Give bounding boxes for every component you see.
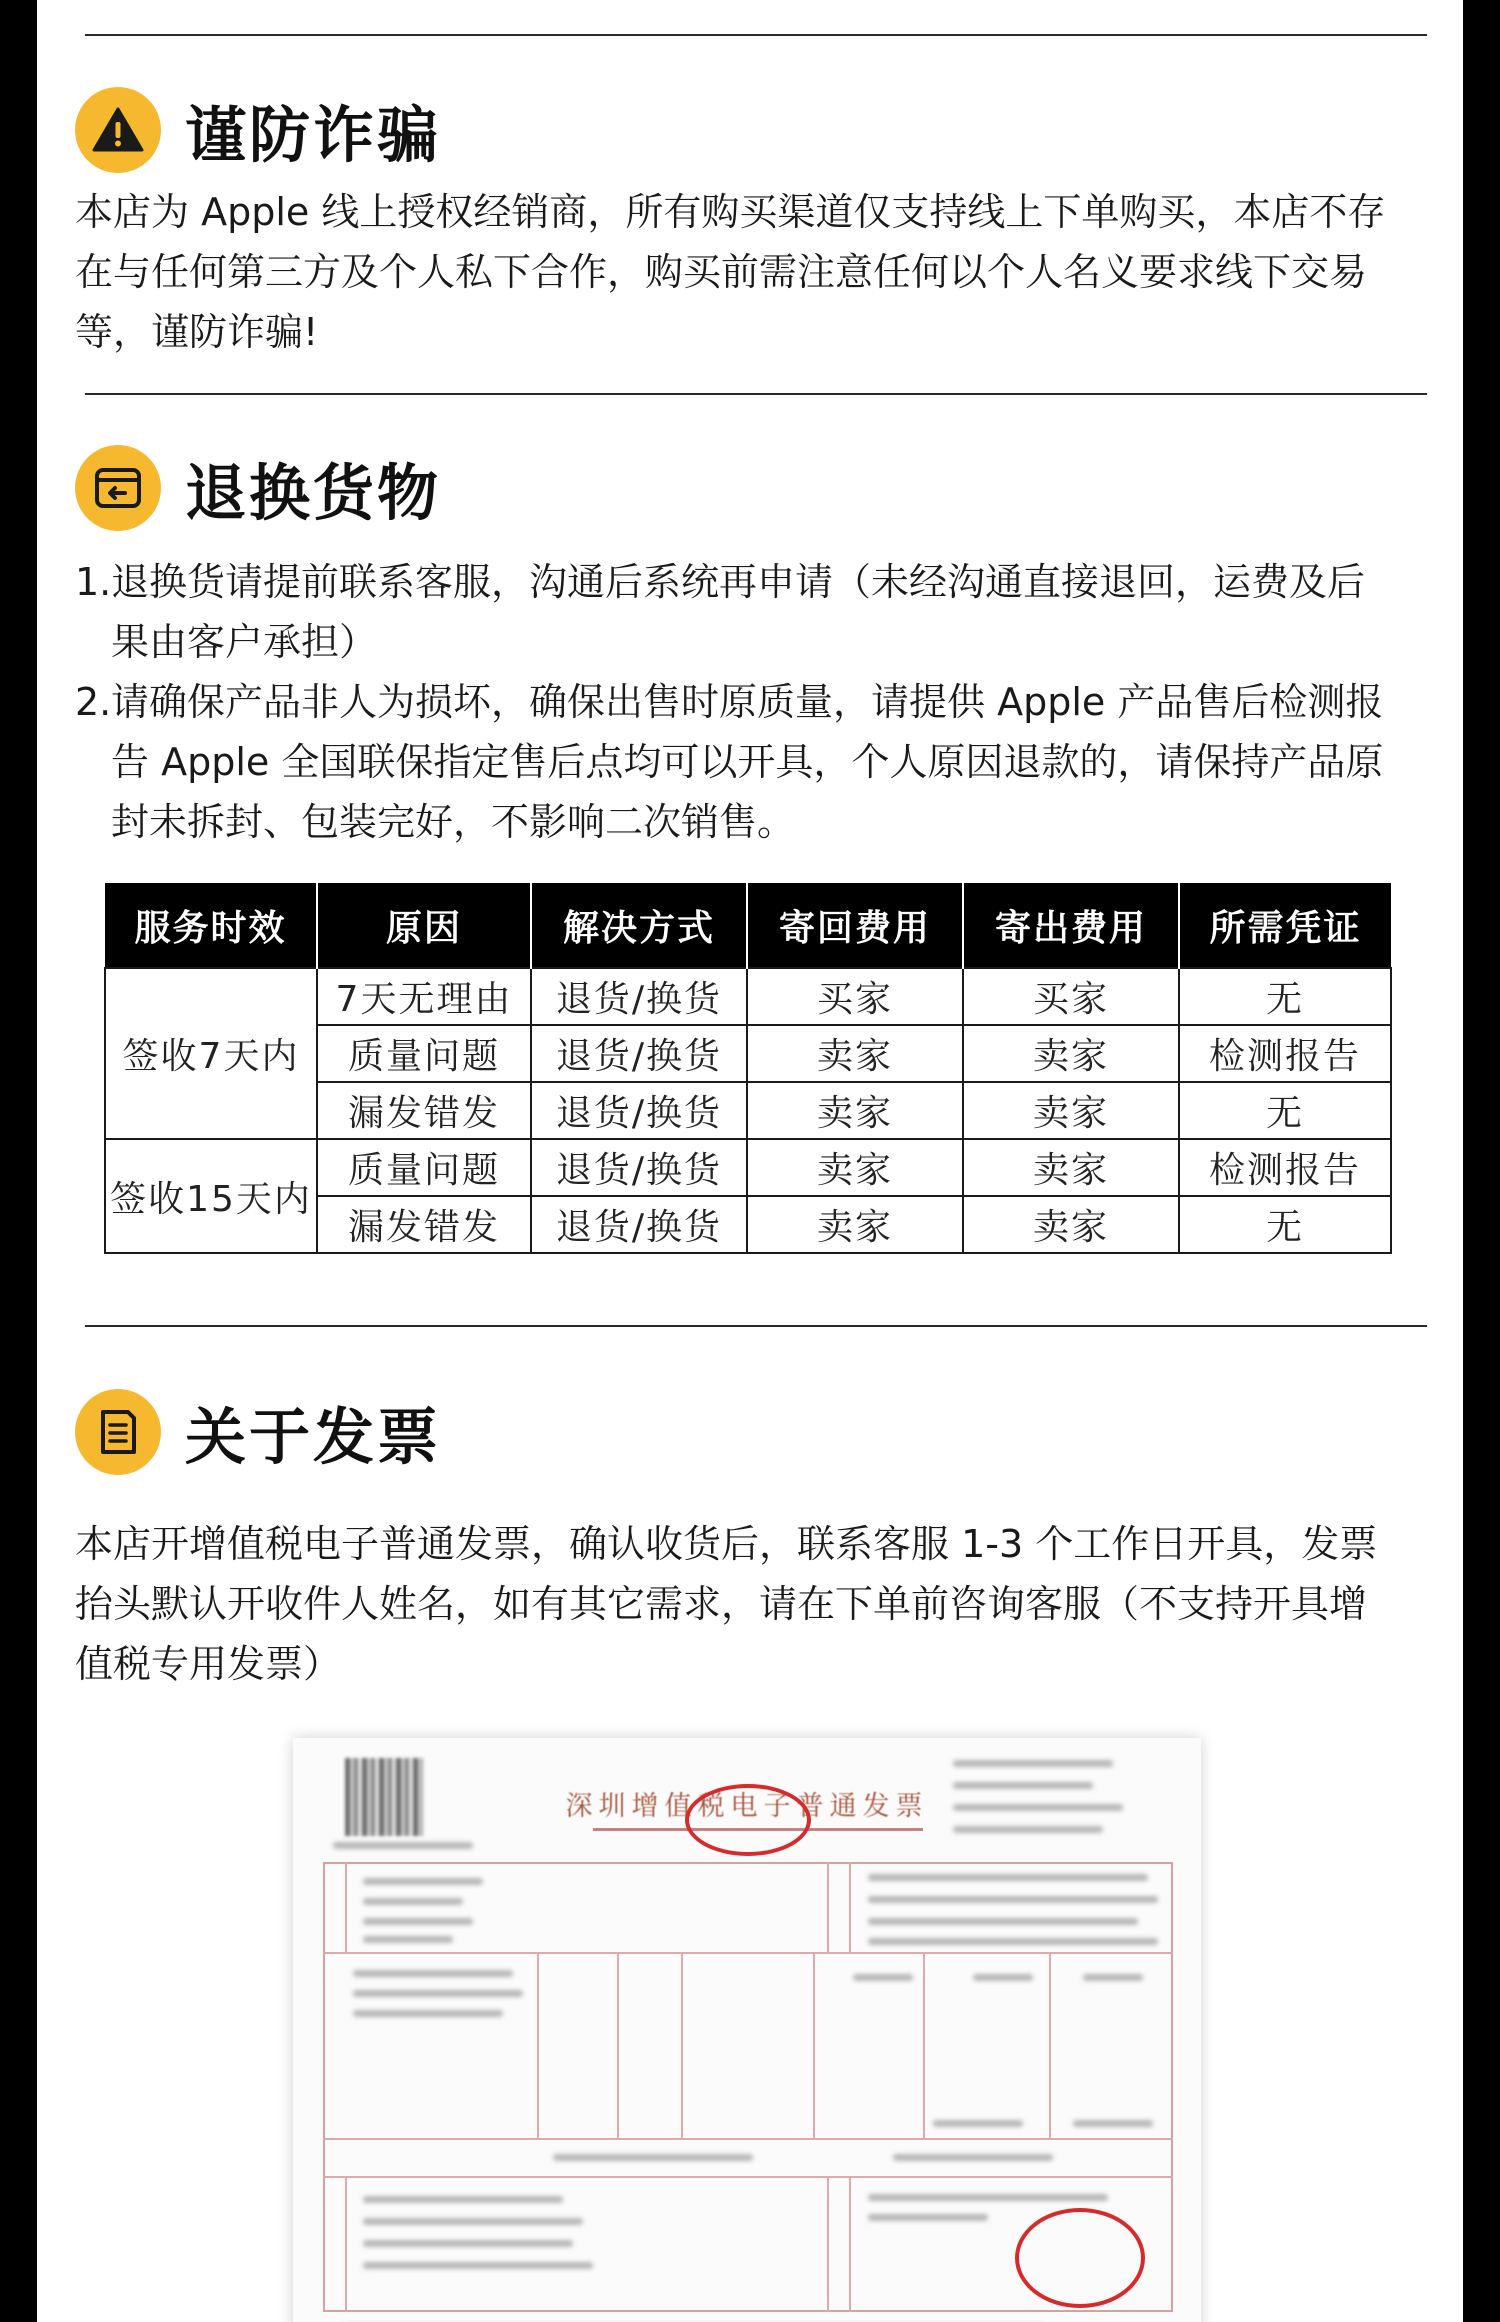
column-header: 服务时效 xyxy=(105,883,317,968)
item-number: 1. xyxy=(75,560,112,604)
table-cell: 卖家 xyxy=(963,1196,1179,1253)
table-cell: 检测报告 xyxy=(1179,1139,1391,1196)
document-icon xyxy=(75,1389,161,1475)
item-line: 封未拆封、包装完好，不影响二次销售。 xyxy=(111,800,796,844)
fraud-line: 在与任何第三方及个人私下合作，购买前需注意任何以个人名义要求线下交易 xyxy=(75,250,1368,294)
invoice-section-header xyxy=(75,1384,441,1480)
table-cell: 卖家 xyxy=(963,1082,1179,1139)
returns-item xyxy=(75,672,1447,852)
table-cell: 买家 xyxy=(747,968,963,1025)
column-header: 寄回费用 xyxy=(747,883,963,968)
divider xyxy=(85,1325,1427,1327)
table-cell: 卖家 xyxy=(747,1025,963,1082)
table-cell: 卖家 xyxy=(963,1139,1179,1196)
table-row xyxy=(105,968,1391,1025)
returns-section-header xyxy=(75,440,441,536)
table-cell: 无 xyxy=(1179,968,1391,1025)
table-cell: 退货/换货 xyxy=(531,1139,747,1196)
item-number: 2. xyxy=(75,680,112,724)
invoice-text xyxy=(75,1514,1447,1694)
red-seal xyxy=(1015,2208,1145,2308)
return-box-icon xyxy=(75,445,161,531)
fraud-section-header xyxy=(75,82,441,178)
divider xyxy=(85,393,1427,395)
period-cell: 签收15天内 xyxy=(105,1139,317,1253)
item-line: 告 Apple 全国联保指定售后点均可以开具，个人原因退款的，请保持产品原 xyxy=(111,740,1384,784)
table-header-row xyxy=(105,883,1391,968)
invoice-title: 关于发票 xyxy=(185,1401,442,1473)
table-cell: 卖家 xyxy=(747,1196,963,1253)
item-line: 退换货请提前联系客服，沟通后系统再申请（未经沟通直接退回，运费及后 xyxy=(111,560,1366,604)
service-table xyxy=(104,883,1392,1254)
item-line: 果由客户承担） xyxy=(111,620,378,664)
item-line: 请确保产品非人为损坏，确保出售时原质量，请提供 Apple 产品售后检测报 xyxy=(111,680,1384,724)
fraud-line: 本店为 Apple 线上授权经销商，所有购买渠道仅支持线上下单购买，本店不存 xyxy=(75,190,1386,234)
table-cell: 质量问题 xyxy=(317,1139,531,1196)
table-cell: 漏发错发 xyxy=(317,1196,531,1253)
table-cell: 漏发错发 xyxy=(317,1082,531,1139)
table-cell: 检测报告 xyxy=(1179,1025,1391,1082)
column-header: 解决方式 xyxy=(531,883,747,968)
divider xyxy=(85,34,1427,36)
table-cell: 退货/换货 xyxy=(531,968,747,1025)
warning-icon xyxy=(75,87,161,173)
returns-title: 退换货物 xyxy=(185,457,442,529)
column-header: 寄出费用 xyxy=(963,883,1179,968)
fraud-text xyxy=(75,182,1447,362)
table-row xyxy=(105,1139,1391,1196)
table-cell: 退货/换货 xyxy=(531,1025,747,1082)
column-header: 所需凭证 xyxy=(1179,883,1391,968)
store-policy-page xyxy=(37,0,1463,2322)
fraud-title: 谨防诈骗 xyxy=(185,99,442,171)
sample-invoice-image xyxy=(293,1738,1201,2322)
column-header: 原因 xyxy=(317,883,531,968)
table-cell: 卖家 xyxy=(747,1139,963,1196)
table-cell: 卖家 xyxy=(747,1082,963,1139)
red-seal xyxy=(685,1784,811,1856)
table-cell: 无 xyxy=(1179,1196,1391,1253)
table-cell: 无 xyxy=(1179,1082,1391,1139)
returns-item xyxy=(75,552,1447,672)
fraud-line: 等，谨防诈骗! xyxy=(75,310,319,354)
table-cell: 卖家 xyxy=(963,1025,1179,1082)
table-cell: 买家 xyxy=(963,968,1179,1025)
table-cell: 7天无理由 xyxy=(317,968,531,1025)
invoice-line: 抬头默认开收件人姓名，如有其它需求，请在下单前咨询客服（不支持开具增 xyxy=(75,1582,1368,1626)
invoice-sample-title: 深圳增值税电子普通发票 xyxy=(565,1791,929,1822)
period-cell: 签收7天内 xyxy=(105,968,317,1139)
table-cell: 质量问题 xyxy=(317,1025,531,1082)
table-cell: 退货/换货 xyxy=(531,1196,747,1253)
table-cell: 退货/换货 xyxy=(531,1082,747,1139)
invoice-line: 本店开增值税电子普通发票，确认收货后，联系客服 1-3 个工作日开具，发票 xyxy=(75,1522,1378,1566)
invoice-line: 值税专用发票） xyxy=(75,1642,342,1686)
